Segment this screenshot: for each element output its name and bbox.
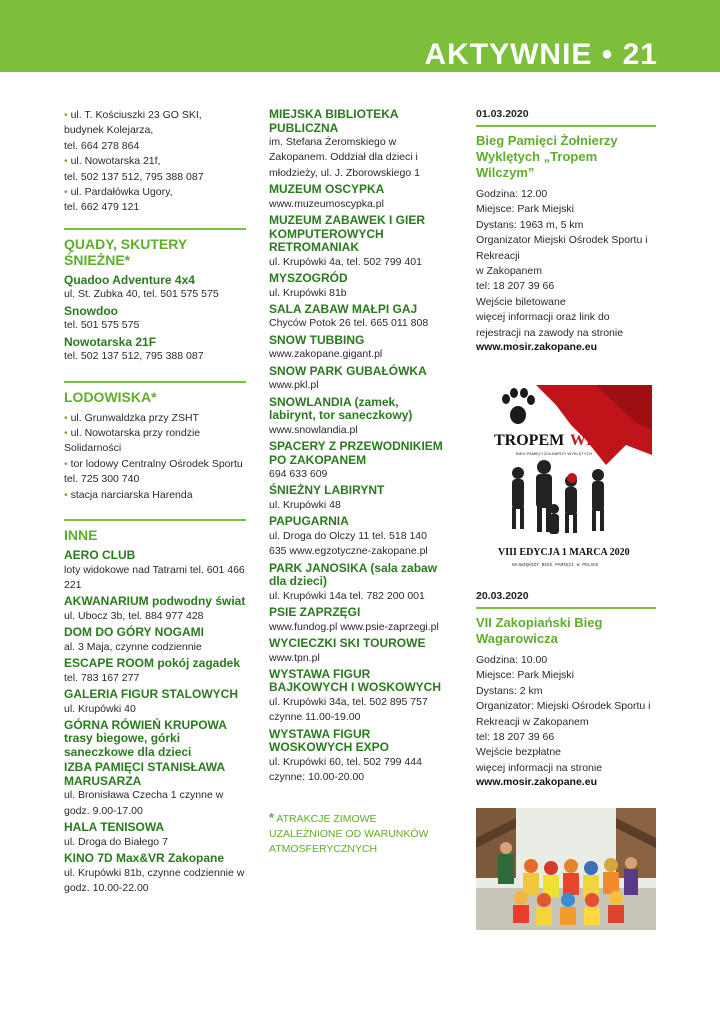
list-item [64, 821, 246, 850]
entry-name: HALA TENISOWA [64, 820, 165, 835]
entry-name: Nowotarska 21F [64, 334, 157, 349]
event-title: Bieg Pamięci Żołnierzy Wyklętych „Tropem Wilczym” [476, 133, 618, 180]
note-asterisk: * [269, 809, 275, 825]
entry-name: SNOW PARK GUBAŁÓWKA [269, 363, 427, 378]
section-inne [64, 519, 246, 896]
list-item [269, 440, 447, 482]
poster-brand-left: TROPEM [494, 432, 565, 449]
list-item [269, 334, 447, 363]
entry-name: PAPUGARNIA [269, 514, 349, 529]
event-title: VII Zakopiański Bieg Wagarowicza [476, 615, 603, 646]
list-item [64, 336, 246, 365]
entry-info: ul. Krupówki 14a tel. 782 200 001 [269, 589, 425, 602]
list-item [64, 719, 246, 760]
entry-name: GALERIA FIGUR STALOWYCH [64, 687, 238, 702]
entry-name: MUZEUM OSCYPKA [269, 182, 385, 197]
section-title: QUADY, SKUTERY ŚNIEŻNE* [64, 235, 187, 268]
list-item [64, 549, 246, 593]
section-lodowiska: LODOWISKA* • ul. Grunwaldzka przy ZSHT • ul. Nowotarska przy rondzie Solidarności • tor lodowy Centralny Ośrodek Sportu tel. 725 300 740 • stacja narciarska Harenda [64, 381, 246, 503]
entry-name: SNOW TUBBING [269, 332, 365, 347]
entry-name: ESCAPE ROOM pokój zagadek [64, 656, 241, 671]
entry-name: SNOWLANDIA (zamek, labirynt, tor saneczkowy) [269, 394, 413, 423]
entry-info: ul. Krupówki 34a, tel. 502 895 757 czynne 11.00-19.00 [269, 695, 428, 724]
list-item [269, 303, 447, 332]
event-details [476, 187, 656, 341]
list-item [64, 761, 246, 819]
list-item [269, 668, 447, 726]
list-item [269, 484, 447, 513]
runners-silhouette [512, 460, 604, 534]
entry-info: tel. 502 137 512, 795 388 087 [64, 350, 204, 363]
event-poster [476, 385, 652, 573]
text-line: budynek Kolejarza, [64, 124, 154, 137]
list-item [269, 515, 447, 559]
entry-info: ul. Krupówki 48 [269, 498, 341, 511]
column-middle [269, 108, 447, 857]
text-line: ul. Pardałówka Ugory, [70, 186, 173, 199]
event-line: Wejście bezpłatne [476, 746, 562, 759]
entry-info: tel. 501 575 575 [64, 319, 140, 332]
entry-name: Quadoo Adventure 4x4 [64, 272, 195, 287]
entry-name: MIEJSKA BIBLIOTEKA PUBLICZNA [269, 107, 399, 135]
entry-info: ul. Bronisława Czecha 1 czynne w godz. 9.00-17.00 [64, 789, 224, 817]
entry-info: loty widokowe nad Tatrami tel. 601 466 221 [64, 563, 245, 591]
event-line: tel: 18 207 39 66 [476, 731, 555, 744]
entry-name: SPACERY Z PRZEWODNIKIEM PO ZAKOPANEM [269, 439, 443, 467]
entry-info: ul. Krupówki 60, tel. 502 799 444 czynne: 10.00-20.00 [269, 755, 422, 784]
entry-info: im. Stefana Żeromskiego w Zakopanem. Oddział dla dzieci i młodzieży, ul. J. Zborowskiego 1 [269, 136, 420, 179]
list-item [269, 562, 447, 604]
entry-name: MYSZOGRÓD [269, 271, 348, 286]
list-item [269, 183, 447, 212]
list-item: tor lodowy Centralny Ośrodek Sportu tel. 725 300 740 [64, 457, 243, 486]
event-line: w Zakopanem [476, 265, 542, 278]
column-right [476, 108, 656, 353]
text-line: tel. 664 278 864 [64, 139, 140, 152]
entry-info: www.fundog.pl www.psie-zaprzegi.pl [269, 620, 439, 633]
list-item [269, 606, 447, 635]
entry-name: PSIE ZAPRZĘGI [269, 605, 361, 620]
event-line: Godzina: 12.00 [476, 188, 548, 200]
entry-name: WYSTAWA FIGUR WOSKOWYCH EXPO [269, 726, 390, 755]
event-line: więcej informacji oraz link do rejestracji na zawody na stronie [476, 311, 624, 339]
list-item: ul. Nowotarska przy rondzie Solidarności [64, 426, 201, 455]
entry-info: ul. Krupówki 81b [269, 286, 347, 299]
list-item [269, 108, 447, 181]
children-group-photo [476, 808, 656, 930]
list-item [269, 214, 447, 270]
entry-info: Chyców Potok 26 tel. 665 011 808 [269, 317, 429, 330]
page-title: AKTYWNIE • 21 [424, 38, 658, 71]
entry-info: tel. 783 167 277 [64, 671, 140, 684]
list-item [64, 274, 246, 303]
event-date: 20.03.2020 [476, 590, 656, 609]
photo-graphic [476, 808, 656, 930]
entry-name: ŚNIEŻNY LABIRYNT [269, 483, 385, 498]
entry-name: SALA ZABAW MAŁPI GAJ [269, 301, 418, 316]
list-item [64, 305, 246, 334]
runner-red-cap [567, 473, 577, 483]
list-item: stacja narciarska Harenda [70, 488, 193, 501]
section-title: LODOWISKA* [64, 388, 157, 405]
list-item [269, 396, 447, 438]
list-item [269, 272, 447, 301]
entry-info: www.muzeumoscypka.pl [269, 197, 384, 210]
entry-info: www.snowlandia.pl [269, 423, 358, 436]
list-item [64, 852, 246, 896]
page-header [0, 0, 720, 72]
column-left [64, 108, 246, 898]
entry-info: ul. Droga do Olczy 11 tel. 518 140 635 www.egzotyczne-zakopane.pl [269, 529, 428, 558]
entry-name: AERO CLUB [64, 548, 136, 562]
entry-name: PARK JANOSIKA (sala zabaw dla dzieci) [269, 560, 438, 589]
poster-footer: NAJWIĘKSZY BIEG PAMIĘCI W POLSCE [512, 563, 599, 568]
list-item [269, 365, 447, 394]
text-line: ul. Nowotarska 21f, [70, 155, 161, 168]
entry-name: AKWANARIUM podwodny świat [64, 594, 246, 609]
entry-name: MUZEUM ZABAWEK I GIER KOMPUTEROWYCH RETROMANIAK [269, 213, 425, 255]
entry-info: 694 633 609 [269, 468, 328, 481]
entry-info: www.zakopane.gigant.pl [269, 348, 383, 361]
entry-name: WYSTAWA FIGUR BAJKOWYCH I WOSKOWYCH [269, 666, 441, 695]
entry-info: ul. Ubocz 3b, tel. 884 977 428 [64, 609, 204, 622]
event-line: Wejście biletowane [476, 295, 566, 308]
event-2 [476, 590, 656, 788]
note-text: ATRAKCJE ZIMOWE UZALEŻNIONE OD WARUNKÓW ATMOSFERYCZNYCH [269, 812, 429, 855]
seasonal-note [269, 810, 447, 857]
event-line: Dystans: 1963 m, 5 km [476, 218, 584, 231]
list-item [64, 595, 246, 624]
event-line: Organizator: Miejski Ośrodek Sportu i Rekreacji w Zakopanem [476, 700, 651, 728]
event-line: więcej informacji na stronie [476, 761, 603, 774]
event-line: tel: 18 207 39 66 [476, 280, 555, 293]
entry-info: www.tpn.pl [269, 651, 320, 664]
event-link[interactable]: www.mosir.zakopane.eu [476, 341, 597, 354]
entry-info: al. 3 Maja, czynne codziennie [64, 640, 202, 653]
entry-name: WYCIECZKI SKI TOUROWE [269, 636, 426, 650]
list-item [64, 626, 246, 655]
poster-graphic [476, 385, 652, 573]
event-line: Miejsce: Park Miejski [476, 669, 575, 682]
event-details [476, 653, 656, 776]
event-line: Organizator Miejski Ośrodek Sportu i Rekreacji [476, 234, 648, 262]
event-line: Dystans: 2 km [476, 684, 543, 697]
text-line: ul. T. Kościuszki 23 GO SKI, [70, 109, 202, 121]
ski-rental-list: • ul. T. Kościuszki 23 GO SKI, budynek Kolejarza, tel. 664 278 864 • ul. Nowotarska 21f, tel. 502 137 512, 795 388 087 • ul. Pardałówka Ugory, tel. 662 479 121 [64, 108, 246, 216]
entry-info: ul. Krupówki 81b, czynne codziennie w godz. 10.00-22.00 [64, 866, 245, 895]
list-item [64, 657, 246, 686]
section-title: INNE [64, 527, 98, 543]
entry-name: KINO 7D Max&VR Zakopane [64, 851, 225, 866]
text-line: tel. 502 137 512, 795 388 087 [64, 170, 204, 183]
entry-name: IZBA PAMIĘCI STANISŁAWA MARUSARZA [64, 760, 225, 788]
list-item [64, 688, 246, 717]
entry-name: DOM DO GÓRY NOGAMI [64, 625, 205, 640]
poster-edition: VIII EDYCJA 1 MARCA 2020 [498, 547, 630, 558]
poster-subtitle: BIEG PAMIĘCI ŻOŁNIERZY WYKLĘTYCH [516, 451, 593, 456]
entry-info: www.pkl.pl [269, 379, 319, 392]
text-line: tel. 662 479 121 [64, 201, 140, 214]
entry-name: GÓRNA RÓWIEŃ KRUPOWA trasy biegowe, górki saneczkowe dla dzieci [64, 717, 227, 759]
list-item: ul. Grunwaldzka przy ZSHT [70, 411, 199, 424]
entry-info: ul. St. Zubka 40, tel. 501 575 575 [64, 288, 219, 301]
entry-info: ul. Krupówki 4a, tel. 502 799 401 [269, 255, 422, 268]
poster-brand-right: WILCZYM [570, 432, 652, 449]
section-quady [64, 228, 246, 365]
event-link[interactable]: www.mosir.zakopane.eu [476, 776, 597, 789]
entry-info: ul. Krupówki 40 [64, 702, 136, 715]
entry-name: Snowdoo [64, 303, 118, 318]
event-line: Godzina: 10.00 [476, 654, 548, 666]
entry-info: ul. Droga do Białego 7 [64, 835, 168, 848]
event-line: Miejsce: Park Miejski [476, 203, 575, 216]
list-item [269, 637, 447, 666]
event-date: 01.03.2020 [476, 108, 656, 127]
list-item [269, 728, 447, 786]
paw-print-icon [502, 388, 535, 424]
